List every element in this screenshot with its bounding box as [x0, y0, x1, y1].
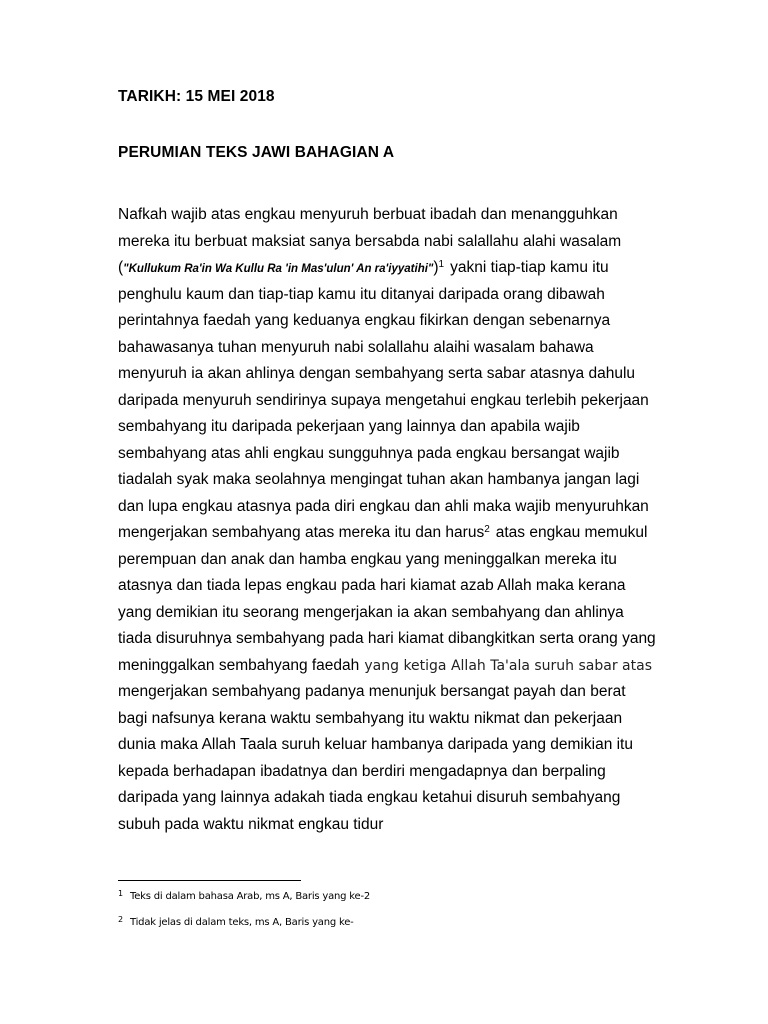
line-text: sembahyang itu daripada pekerjaan yang lainnya dan apabila wajib — [118, 418, 580, 435]
body-line — [118, 706, 652, 733]
close-paren: ) — [433, 259, 439, 276]
footnote-ref-1[interactable]: 1 — [438, 259, 445, 270]
line-text: atas engkau memukul — [495, 524, 648, 541]
body-line-mixed — [118, 653, 652, 680]
open-paren: ( — [118, 259, 124, 276]
footnote-text: Teks di dalam bahasa Arab, ms A, Baris yang ke-2 — [130, 891, 371, 902]
body-line — [118, 229, 652, 256]
line-text: yang demikian itu seorang mengerjakan ia akan sembahyang dan ahlinya — [118, 603, 624, 621]
body-line — [118, 441, 652, 468]
body-line — [118, 467, 652, 494]
line-text — [118, 520, 490, 547]
line-text-part: mengerjakan sembahyang atas mereka itu dan harus — [118, 524, 485, 541]
body-line — [118, 732, 652, 759]
footnote-text: Tidak jelas di dalam teks, ms A, Baris yang ke- — [130, 917, 354, 928]
line-text: tiadalah syak maka seolahnya mengingat tuhan akan hambanya jangan lagi — [118, 471, 640, 488]
document-title: PERUMIAN TEKS JAWI BAHAGIAN A — [118, 144, 395, 161]
body-line-quote — [118, 255, 652, 282]
body-line — [118, 414, 652, 441]
hadith-quote: "Kullukum Ra'in Wa Kullu Ra 'in Mas'ulun' An ra'iyyatihi" — [123, 263, 434, 275]
body-line — [118, 388, 652, 415]
line-text: bahawasanya tuhan menyuruh nabi solallahu alaihi wasalam bahawa — [118, 338, 594, 356]
line-text: perempuan dan anak dan hamba engkau yang meninggalkan mereka itu — [118, 550, 617, 568]
line-text: dan lupa engkau atasnya pada diri engkau dan ahli maka wajib menyuruhkan — [118, 497, 649, 515]
line-text: tiada disuruhnya sembahyang pada hari kiamat dibangkitkan serta orang yang — [118, 630, 656, 647]
line-text: menyuruh ia akan ahlinya dengan sembahyang serta sabar atasnya dahulu — [118, 365, 636, 382]
line-text: perintahnya faedah yang keduanya engkau fikirkan dengan sebenarnya — [118, 312, 611, 329]
line-text: bagi nafsunya kerana waktu sembahyang itu waktu nikmat dan pekerjaan — [118, 709, 623, 727]
line-text: penghulu kaum dan tiap-tiap kamu itu ditanyai daripada orang dibawah — [118, 285, 605, 303]
document-date: TARIKH: 15 MEI 2018 — [118, 88, 275, 105]
footnote-2 — [118, 915, 354, 928]
body-line — [118, 335, 652, 362]
body-line — [118, 785, 652, 812]
line-text: yakni tiap-tiap kamu itu — [450, 259, 609, 276]
footnote-divider — [118, 880, 301, 881]
body-line — [118, 547, 652, 574]
body-line — [118, 759, 652, 786]
footnote-number: 2 — [118, 915, 123, 924]
body-line — [118, 282, 652, 309]
body-line — [118, 626, 656, 653]
line-text: mereka itu berbuat maksiat sanya bersabda nabi salallahu alahi wasalam — [118, 232, 622, 250]
line-text: daripada yang lainnya adakah tiada engkau ketahui disuruh sembahyang — [118, 789, 621, 806]
line-text: daripada menyuruh sendirinya supaya mengetahui engkau terlebih pekerjaan — [118, 391, 649, 409]
body-line — [118, 494, 652, 521]
line-text: subuh pada waktu nikmat engkau tidur — [118, 815, 384, 833]
body-line — [118, 308, 652, 335]
body-line — [118, 679, 652, 706]
footnote-ref-2[interactable]: 2 — [484, 524, 490, 535]
line-text: meninggalkan sembahyang faedah — [118, 656, 360, 674]
line-text: dunia maka Allah Taala suruh keluar hambanya daripada yang demikian itu — [118, 736, 633, 753]
line-text: kepada berhadapan ibadatnya dan berdiri mengadapnya dan berpaling — [118, 762, 606, 780]
body-line-fn2 — [118, 520, 652, 547]
footnote-number: 1 — [118, 889, 123, 898]
line-text: Nafkah wajib atas engkau menyuruh berbuat ibadah dan menangguhkan — [118, 206, 618, 223]
line-text: atasnya dan tiada lepas engkau pada hari kiamat azab Allah maka kerana — [118, 577, 626, 594]
body-line-last — [118, 812, 652, 839]
body-line — [118, 202, 652, 229]
hadith-reference — [118, 255, 444, 282]
body-line — [118, 573, 652, 600]
body-text — [118, 202, 656, 838]
line-text: mengerjakan sembahyang padanya menunjuk bersangat payah dan berat — [118, 683, 626, 700]
body-line — [118, 600, 652, 627]
body-line — [118, 361, 652, 388]
line-text: sembahyang atas ahli engkau sungguhnya pada engkau bersangat wajib — [118, 444, 620, 462]
line-text-tail: yang ketiga Allah Ta'ala suruh sabar atas — [364, 657, 652, 674]
footnote-1 — [118, 889, 370, 902]
